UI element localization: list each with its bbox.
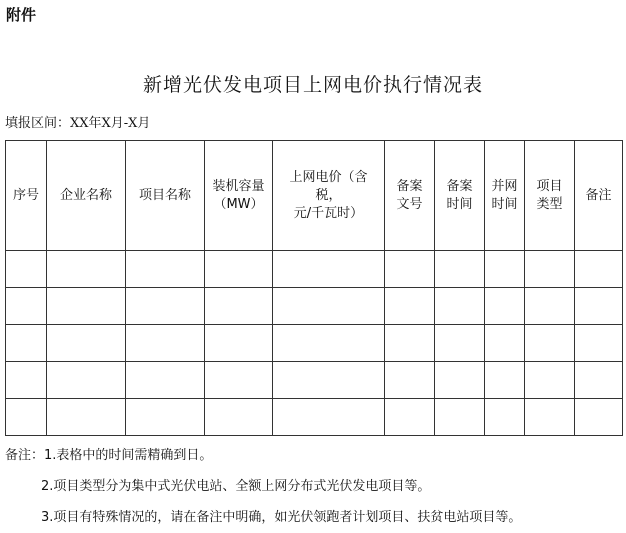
table-cell (126, 325, 205, 362)
col-header-label: 企业名称 (59, 187, 112, 203)
table-cell (435, 362, 485, 399)
table-row (6, 362, 623, 399)
col-header-label: 备案 文号 (396, 178, 423, 212)
table-cell (273, 288, 385, 325)
attachment-label: 附件 (6, 6, 37, 24)
table-cell (47, 288, 126, 325)
reporting-period-label: 填报区间： (5, 116, 71, 131)
col-header-label: 并网 时间 (491, 178, 518, 212)
col-header-label: 项目 类型 (536, 178, 563, 212)
table-cell (126, 251, 205, 288)
table-cell (385, 399, 435, 436)
table-cell (485, 288, 525, 325)
col-header-company (47, 141, 126, 251)
table-cell (6, 288, 47, 325)
table-cell (385, 362, 435, 399)
table-cell (6, 251, 47, 288)
table-cell (525, 325, 575, 362)
table-cell (575, 288, 623, 325)
page-title: 新增光伏发电项目上网电价执行情况表 (142, 74, 483, 96)
col-header-label: 备案 时间 (446, 178, 473, 212)
table-body (6, 251, 623, 436)
reporting-period (5, 112, 150, 131)
table-cell (435, 399, 485, 436)
table-cell (435, 251, 485, 288)
table-cell (575, 362, 623, 399)
table-cell (435, 325, 485, 362)
col-header-project (126, 141, 205, 251)
notes-prefix: 备注： (5, 448, 45, 463)
price-execution-table (5, 140, 623, 436)
note-line (5, 440, 521, 471)
table-cell (6, 362, 47, 399)
table-row (6, 325, 623, 362)
reporting-period-value: XX年X月-X月 (70, 116, 151, 131)
col-header-project-type (525, 141, 575, 251)
table-header-row (6, 141, 623, 251)
table-cell (385, 251, 435, 288)
table-cell (205, 362, 273, 399)
note-line (5, 502, 521, 533)
table-cell (47, 325, 126, 362)
table-cell (525, 362, 575, 399)
col-header-grid-time (485, 141, 525, 251)
col-header-label: 序号 (12, 187, 39, 203)
table-cell (525, 288, 575, 325)
note-item: 2.项目类型分为集中式光伏电站、全额上网分布式光伏发电项目等。 (41, 479, 431, 494)
col-header-label: 上网电价（含 税， 元/千瓦时） (289, 169, 368, 221)
notes-section (5, 440, 521, 533)
table-cell (435, 288, 485, 325)
table-cell (385, 288, 435, 325)
note-item: 3.项目有特殊情况的，请在备注中明确，如光伏领跑者计划项目、扶贫电站项目等。 (41, 510, 522, 525)
table-cell (575, 399, 623, 436)
note-line (5, 471, 521, 502)
col-header-filing-time (435, 141, 485, 251)
table-cell (485, 325, 525, 362)
note-item: 1.表格中的时间需精确到日。 (44, 448, 213, 463)
table-cell (205, 288, 273, 325)
table-cell (47, 251, 126, 288)
col-header-capacity (205, 141, 273, 251)
col-header-serial (6, 141, 47, 251)
col-header-label: 项目名称 (138, 187, 191, 203)
table-cell (525, 399, 575, 436)
table-cell (575, 251, 623, 288)
table-cell (385, 325, 435, 362)
table-row (6, 251, 623, 288)
table-cell (485, 251, 525, 288)
table-cell (273, 399, 385, 436)
table-cell (126, 399, 205, 436)
table-cell (273, 325, 385, 362)
table-cell (525, 251, 575, 288)
table-cell (126, 288, 205, 325)
col-header-filing-no (385, 141, 435, 251)
table-cell (6, 325, 47, 362)
table-cell (485, 362, 525, 399)
table-cell (205, 325, 273, 362)
table-cell (47, 399, 126, 436)
col-header-label: 装机容量 （MW） (212, 178, 265, 212)
table-cell (205, 251, 273, 288)
table-cell (273, 251, 385, 288)
table-cell (126, 362, 205, 399)
col-header-remarks (575, 141, 623, 251)
table-cell (47, 362, 126, 399)
table-cell (485, 399, 525, 436)
table-cell (6, 399, 47, 436)
col-header-label: 备注 (585, 187, 612, 203)
col-header-price (273, 141, 385, 251)
table-row (6, 288, 623, 325)
table-cell (205, 399, 273, 436)
table-cell (575, 325, 623, 362)
table-cell (273, 362, 385, 399)
table-row (6, 399, 623, 436)
